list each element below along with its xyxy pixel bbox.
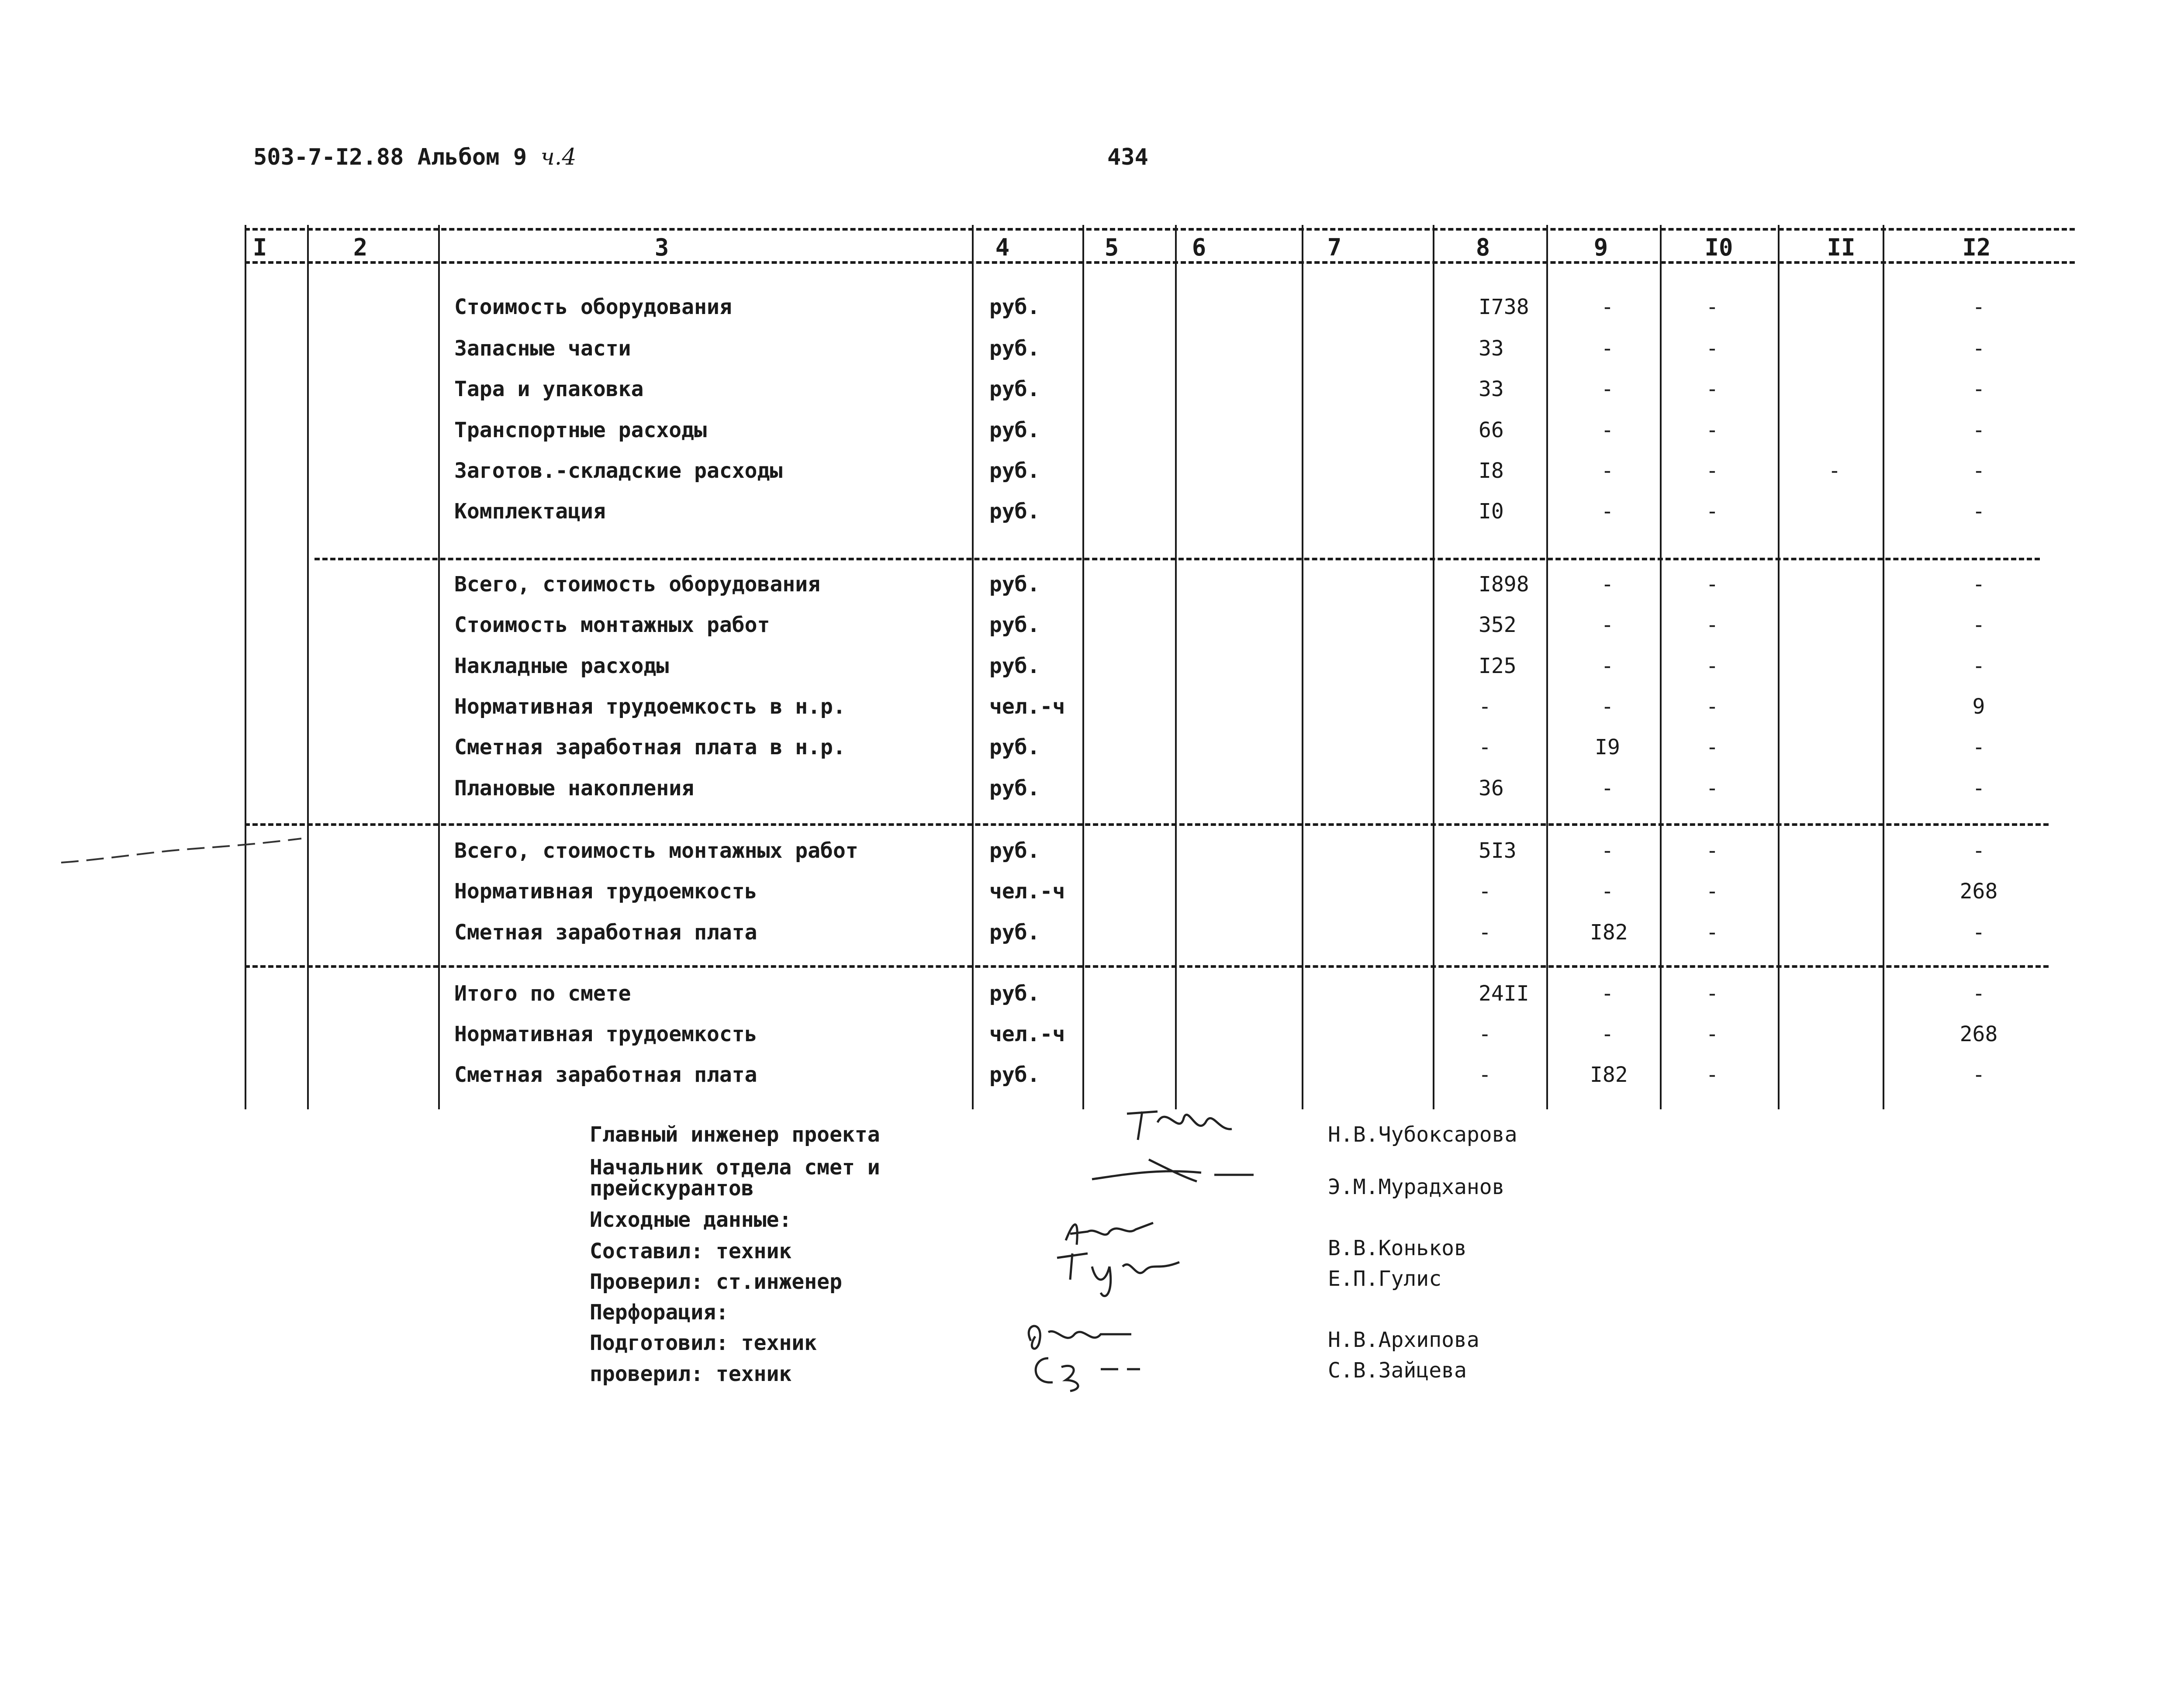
- value-col12: -: [1972, 654, 1985, 678]
- unit: руб.: [989, 613, 1040, 637]
- value-col12: -: [1972, 377, 1985, 401]
- value-col9: -: [1601, 776, 1614, 801]
- value-col8: 66: [1479, 418, 1504, 442]
- table-row: [0, 568, 2184, 603]
- value-col8: I0: [1479, 499, 1504, 524]
- value-col9: -: [1601, 839, 1614, 863]
- item-name: Тара и упаковка: [454, 377, 644, 401]
- value-col10: -: [1706, 735, 1719, 759]
- table-row: [0, 649, 2184, 684]
- unit: чел.-ч: [989, 1022, 1065, 1046]
- unit: руб.: [989, 776, 1040, 801]
- prepared-by-label: Подготовил: техник: [590, 1331, 817, 1355]
- table-row: [0, 1018, 2184, 1053]
- value-col10: -: [1706, 1063, 1719, 1087]
- table-row: [0, 414, 2184, 449]
- item-name: Всего, стоимость монтажных работ: [454, 839, 858, 863]
- value-col8: 5I3: [1479, 839, 1517, 863]
- item-name: Стоимость монтажных работ: [454, 613, 770, 637]
- compiled-by-label: Составил: техник: [590, 1239, 792, 1263]
- value-col10: -: [1706, 981, 1719, 1006]
- value-col10: -: [1706, 336, 1719, 361]
- dept-head-label-line2: прейскурантов: [590, 1176, 754, 1201]
- value-col9: -: [1601, 694, 1614, 719]
- verified-by-label: проверил: техник: [590, 1362, 792, 1386]
- item-name: Нормативная трудоемкость: [454, 1022, 757, 1046]
- value-col10: -: [1706, 613, 1719, 637]
- item-name: Комплектация: [454, 499, 606, 524]
- unit: руб.: [989, 735, 1040, 759]
- value-col12: -: [1972, 336, 1985, 361]
- value-col12: -: [1972, 920, 1985, 945]
- value-col10: -: [1706, 459, 1719, 483]
- value-col8: 33: [1479, 336, 1504, 361]
- value-col10: -: [1706, 839, 1719, 863]
- value-col8: -: [1479, 1063, 1491, 1087]
- value-col10: -: [1706, 654, 1719, 678]
- verified-by-name: С.В.Зайцева: [1328, 1358, 1467, 1383]
- table-row: [0, 772, 2184, 807]
- item-name: Стоимость оборудования: [454, 295, 732, 319]
- unit: руб.: [989, 377, 1040, 401]
- column-header: 7: [1327, 234, 1342, 261]
- item-name: Накладные расходы: [454, 654, 669, 678]
- unit: руб.: [989, 572, 1040, 597]
- value-col8: -: [1479, 1022, 1491, 1046]
- value-col9: -: [1601, 613, 1614, 637]
- chief-engineer-label: Главный инженер проекта: [590, 1122, 880, 1147]
- column-header: 3: [654, 234, 669, 261]
- unit: руб.: [989, 459, 1040, 483]
- value-col8: -: [1479, 879, 1491, 904]
- compiled-by-name: В.В.Коньков: [1328, 1236, 1467, 1260]
- checked-by-label: Проверил: ст.инженер: [590, 1270, 842, 1294]
- item-name: Итого по смете: [454, 981, 631, 1006]
- perforation-label: Перфорация:: [590, 1300, 729, 1325]
- value-col10: -: [1706, 418, 1719, 442]
- value-col8: I8: [1479, 459, 1504, 483]
- value-col12: -: [1972, 613, 1985, 637]
- column-header: 9: [1593, 234, 1608, 261]
- value-col12: -: [1972, 418, 1985, 442]
- value-col11: -: [1828, 459, 1841, 483]
- value-col9: I82: [1590, 920, 1628, 945]
- checked-by-name: Е.П.Гулис: [1328, 1267, 1442, 1291]
- value-col8: 36: [1479, 776, 1504, 801]
- column-header: I2: [1962, 234, 1991, 261]
- unit: руб.: [989, 499, 1040, 524]
- table-row: [0, 495, 2184, 530]
- value-col10: -: [1706, 776, 1719, 801]
- value-col8: -: [1479, 920, 1491, 945]
- unit: руб.: [989, 920, 1040, 945]
- item-name: Запасные части: [454, 336, 631, 361]
- value-col12: -: [1972, 981, 1985, 1006]
- value-col9: -: [1601, 336, 1614, 361]
- chief-engineer-name: Н.В.Чубоксарова: [1328, 1122, 1517, 1147]
- signature-chief-engineer: [1118, 1096, 1241, 1149]
- value-col9: I82: [1590, 1063, 1628, 1087]
- table-row: [0, 916, 2184, 951]
- unit: руб.: [989, 295, 1040, 319]
- table-row: [0, 373, 2184, 407]
- item-name: Сметная заработная плата: [454, 1063, 757, 1087]
- table-row: [0, 332, 2184, 367]
- table-row: [0, 834, 2184, 869]
- item-name: Транспортные расходы: [454, 418, 707, 442]
- page-number: 434: [1107, 144, 1148, 170]
- table-row: [0, 290, 2184, 325]
- value-col10: -: [1706, 1022, 1719, 1046]
- value-col12: -: [1972, 459, 1985, 483]
- unit: чел.-ч: [989, 694, 1065, 719]
- table-row: [0, 608, 2184, 643]
- item-name: Сметная заработная плата: [454, 920, 757, 945]
- value-col9: -: [1601, 459, 1614, 483]
- column-header: 2: [353, 234, 368, 261]
- value-col9: -: [1601, 295, 1614, 319]
- value-col9: -: [1601, 1022, 1614, 1046]
- dept-head-name: Э.М.Мурадханов: [1328, 1175, 1505, 1199]
- value-col12: -: [1972, 1063, 1985, 1087]
- table-row: [0, 875, 2184, 910]
- value-col12: 9: [1972, 694, 1985, 719]
- item-name: Плановые накопления: [454, 776, 695, 801]
- unit: руб.: [989, 654, 1040, 678]
- column-header: 4: [995, 234, 1010, 261]
- prepared-by-name: Н.В.Архипова: [1328, 1328, 1479, 1352]
- column-header: II: [1827, 234, 1856, 261]
- value-col12: -: [1972, 735, 1985, 759]
- value-col12: -: [1972, 499, 1985, 524]
- unit: руб.: [989, 1063, 1040, 1087]
- value-col9: -: [1601, 572, 1614, 597]
- column-header: I: [252, 234, 267, 261]
- document-part: ч.4: [540, 144, 577, 170]
- value-col8: 33: [1479, 377, 1504, 401]
- item-name: Всего, стоимость оборудования: [454, 572, 821, 597]
- item-name: Сметная заработная плата в н.р.: [454, 735, 846, 759]
- value-col9: I9: [1595, 735, 1620, 759]
- column-header: 8: [1476, 234, 1490, 261]
- value-col12: 268: [1959, 879, 1998, 904]
- value-col8: I738: [1479, 295, 1529, 319]
- value-col8: 24II: [1479, 981, 1529, 1006]
- table-row: [0, 731, 2184, 766]
- item-name: Нормативная трудоемкость: [454, 879, 757, 904]
- value-col9: -: [1601, 654, 1614, 678]
- table-row: [0, 690, 2184, 725]
- value-col9: -: [1601, 418, 1614, 442]
- item-name: Нормативная трудоемкость в н.р.: [454, 694, 846, 719]
- signature-dept-head: [1088, 1155, 1262, 1190]
- value-col9: -: [1601, 879, 1614, 904]
- value-col8: 352: [1479, 613, 1517, 637]
- value-col9: -: [1601, 981, 1614, 1006]
- value-col10: -: [1706, 377, 1719, 401]
- document-code: [253, 144, 576, 170]
- margin-scribble: [57, 821, 310, 873]
- column-header: 5: [1104, 234, 1119, 261]
- value-col12: -: [1972, 776, 1985, 801]
- unit: руб.: [989, 336, 1040, 361]
- table-row: [0, 977, 2184, 1012]
- column-header: I0: [1704, 234, 1733, 261]
- value-col10: -: [1706, 572, 1719, 597]
- unit: чел.-ч: [989, 879, 1065, 904]
- value-col10: -: [1706, 694, 1719, 719]
- section-separator: [314, 558, 2040, 560]
- value-col9: -: [1601, 377, 1614, 401]
- table-row: [0, 1058, 2184, 1093]
- unit: руб.: [989, 418, 1040, 442]
- table-top-border: [245, 228, 2075, 231]
- source-data-label: Исходные данные:: [590, 1208, 792, 1232]
- value-col12: 268: [1959, 1022, 1998, 1046]
- value-col12: -: [1972, 572, 1985, 597]
- unit: руб.: [989, 839, 1040, 863]
- value-col9: -: [1601, 499, 1614, 524]
- value-col8: I25: [1479, 654, 1517, 678]
- dept-head-label-line1: Начальник отдела смет и: [590, 1155, 880, 1180]
- value-col8: -: [1479, 735, 1491, 759]
- unit: руб.: [989, 981, 1040, 1006]
- value-col8: I898: [1479, 572, 1529, 597]
- value-col10: -: [1706, 879, 1719, 904]
- table-header-border: [245, 261, 2075, 264]
- value-col12: -: [1972, 295, 1985, 319]
- value-col8: -: [1479, 694, 1491, 719]
- table-row: [0, 454, 2184, 489]
- value-col10: -: [1706, 920, 1719, 945]
- column-header: 6: [1192, 234, 1206, 261]
- value-col10: -: [1706, 295, 1719, 319]
- signature-verified: [1022, 1345, 1153, 1393]
- signature-checked: [1048, 1245, 1188, 1301]
- item-name: Заготов.-складские расходы: [454, 459, 783, 483]
- value-col10: -: [1706, 499, 1719, 524]
- document-code-text: 503-7-I2.88 Альбом 9: [253, 144, 527, 170]
- value-col12: -: [1972, 839, 1985, 863]
